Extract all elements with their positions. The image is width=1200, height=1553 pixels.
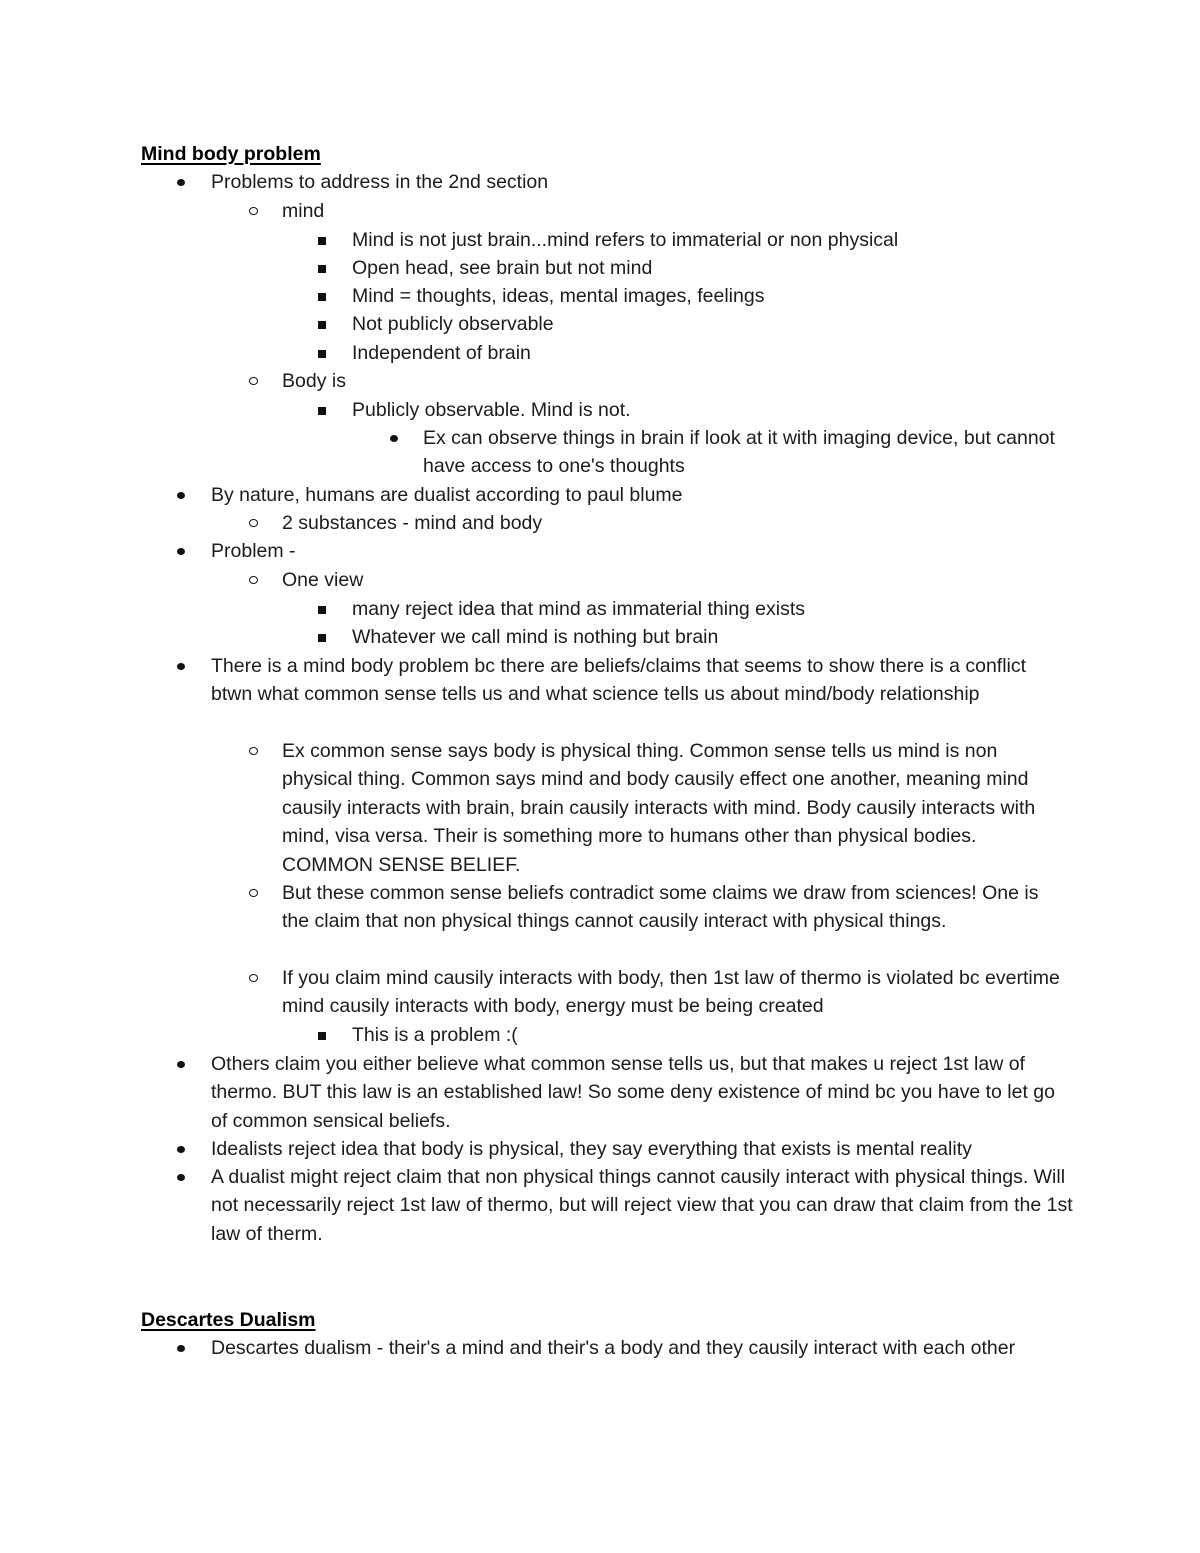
list-item-text: Not publicly observable bbox=[352, 313, 554, 335]
list-item-text: One view bbox=[282, 569, 364, 591]
list-item bbox=[352, 282, 1072, 310]
list-item bbox=[352, 339, 1072, 367]
list-item bbox=[282, 737, 1062, 879]
bullet-circle-icon bbox=[249, 747, 258, 755]
list-item bbox=[211, 1334, 1071, 1362]
bullet-circle-icon bbox=[249, 576, 258, 584]
list-item bbox=[282, 197, 1072, 225]
list-item-text: 2 substances - mind and body bbox=[282, 512, 543, 534]
bullet-disc-icon bbox=[177, 1146, 185, 1153]
list-item bbox=[423, 424, 1068, 481]
list-item-text: Descartes dualism - their's a mind and their's a body and they causily interact with each other bbox=[211, 1337, 1016, 1359]
list-item bbox=[211, 1135, 1091, 1163]
list-item bbox=[211, 537, 1071, 565]
list-item-text: Ex can observe things in brain if look at it with imaging device, but cannot have access to one's thoughts bbox=[423, 427, 1055, 478]
list-item bbox=[211, 168, 1071, 196]
list-item bbox=[282, 367, 1072, 395]
list-item-text: Publicly observable. Mind is not. bbox=[352, 399, 631, 421]
list-item-text: But these common sense beliefs contradict some claims we draw from sciences! One is the claim that non physical things cannot causily interact with physical things. bbox=[282, 882, 1039, 933]
list-item-text: If you claim mind causily interacts with body, then 1st law of thermo is violated bc evertime mind causily interacts with body, energy must be being created bbox=[282, 967, 1060, 1018]
list-item-text: A dualist might reject claim that non physical things cannot causily interact with physical things. Will not necessarily reject 1st law of thermo, but will reject view that you can draw that claim from the 1st law of therm. bbox=[211, 1166, 1073, 1245]
bullet-disc-icon bbox=[177, 1061, 185, 1068]
bullet-disc-icon bbox=[177, 548, 185, 555]
list-item-text: many reject idea that mind as immaterial thing exists bbox=[352, 598, 806, 620]
list-item-text: Ex common sense says body is physical thing. Common sense tells us mind is non physical thing. Common says mind and body causily effect one another, meaning mind causily interacts with brain, brain causily interacts with mind. Body causily interacts with mind, visa versa. Their is something more to humans other than physical bodies. COMMON SENSE BELIEF. bbox=[282, 740, 1036, 876]
bullet-square-icon bbox=[318, 237, 326, 245]
list-item bbox=[352, 1021, 1072, 1049]
list-item-text: Mind = thoughts, ideas, mental images, feelings bbox=[352, 285, 765, 307]
list-item-text: Problem - bbox=[211, 540, 296, 562]
heading-mind-body-problem: Mind body problem bbox=[141, 143, 321, 165]
list-item-text: Independent of brain bbox=[352, 342, 531, 364]
bullet-square-icon bbox=[318, 606, 326, 614]
list-item bbox=[282, 879, 1062, 936]
bullet-square-icon bbox=[318, 407, 326, 415]
list-item-text: Idealists reject idea that body is physical, they say everything that exists is mental reality bbox=[211, 1138, 972, 1160]
list-item-text: There is a mind body problem bc there are beliefs/claims that seems to show there is a conflict btwn what common sense tells us and what science tells us about mind/body relationship bbox=[211, 655, 1027, 706]
list-item bbox=[211, 1050, 1071, 1135]
bullet-disc-icon bbox=[390, 435, 398, 442]
bullet-circle-icon bbox=[249, 207, 258, 215]
bullet-disc-icon bbox=[177, 1345, 185, 1352]
bullet-square-icon bbox=[318, 293, 326, 301]
bullet-disc-icon bbox=[177, 1174, 185, 1181]
heading-descartes-dualism: Descartes Dualism bbox=[141, 1309, 316, 1331]
list-item bbox=[352, 254, 1072, 282]
list-item bbox=[352, 226, 1072, 254]
bullet-square-icon bbox=[318, 350, 326, 358]
list-item bbox=[211, 1163, 1081, 1248]
list-item bbox=[352, 310, 1072, 338]
list-item-text: Open head, see brain but not mind bbox=[352, 257, 653, 279]
bullet-square-icon bbox=[318, 1032, 326, 1040]
bullet-circle-icon bbox=[249, 889, 258, 897]
list-item-text: Mind is not just brain...mind refers to immaterial or non physical bbox=[352, 229, 899, 251]
list-item-text: Others claim you either believe what common sense tells us, but that makes u reject 1st law of thermo. BUT this law is an established law! So some deny existence of mind bc you have to let go of common sensical beliefs. bbox=[211, 1053, 1055, 1132]
list-item-text: Body is bbox=[282, 370, 346, 392]
bullet-disc-icon bbox=[177, 663, 185, 670]
bullet-circle-icon bbox=[249, 377, 258, 385]
bullet-square-icon bbox=[318, 321, 326, 329]
list-item-text: Problems to address in the 2nd section bbox=[211, 171, 549, 193]
list-item-text: By nature, humans are dualist according to paul blume bbox=[211, 484, 683, 506]
bullet-circle-icon bbox=[249, 519, 258, 527]
list-item-text: mind bbox=[282, 200, 325, 222]
list-item bbox=[282, 964, 1072, 1021]
list-item bbox=[282, 509, 1072, 537]
list-item bbox=[352, 396, 1072, 424]
bullet-square-icon bbox=[318, 265, 326, 273]
bullet-disc-icon bbox=[177, 492, 185, 499]
list-item bbox=[352, 623, 1072, 651]
list-item-text: Whatever we call mind is nothing but brain bbox=[352, 626, 719, 648]
bullet-circle-icon bbox=[249, 974, 258, 982]
bullet-square-icon bbox=[318, 634, 326, 642]
list-item bbox=[211, 652, 1071, 709]
list-item bbox=[282, 566, 1072, 594]
list-item-text: This is a problem :( bbox=[352, 1024, 518, 1046]
bullet-disc-icon bbox=[177, 179, 185, 186]
list-item bbox=[211, 481, 1071, 509]
list-item bbox=[352, 595, 1072, 623]
